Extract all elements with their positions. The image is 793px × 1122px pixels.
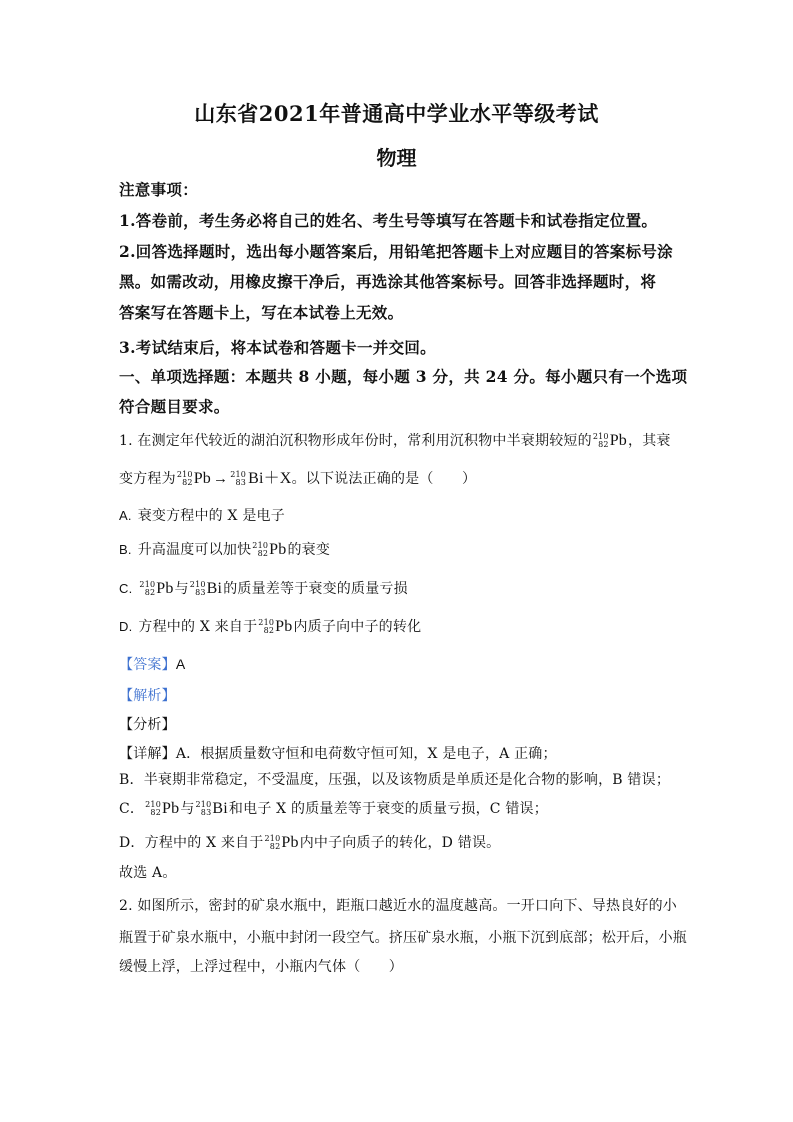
conclusion: 故选 A。: [119, 865, 177, 881]
subject-title: 物理: [376, 146, 417, 170]
pb-nuclide: 210 82 Pb: [252, 541, 287, 558]
fenxi-tag: 【分析】: [119, 717, 176, 733]
detail-line-a: 【详解】A．根据质量数守恒和电荷数守恒可知，X 是电子，A 正确；: [119, 746, 557, 762]
detail-line-b: B．半衰期非常稳定，不受温度，压强，以及该物质是单质还是化合物的影响，B 错误；: [119, 772, 671, 788]
bi-nuclide: 210 83 Bi: [195, 800, 228, 817]
detail-line-d: D．方程中的 X 来自于 210 82 Pb 内中子向质子的转化，D 错误。: [119, 834, 501, 851]
q2-stem-line-1: 2. 如图所示，密封的矿泉水瓶中，距瓶口越近水的温度越高。一开口向下、导热良好的小: [119, 898, 678, 914]
notice-item-3: 3.考试结束后，将本试卷和答题卡一并交回。: [119, 338, 436, 357]
notice-item-2a: 2.回答选择题时，选出每小题答案后，用铅笔把答题卡上对应题目的答案标号涂: [119, 242, 673, 261]
q1-option-b[interactable]: B. 升高温度可以加快 210 82 Pb 的衰变: [119, 541, 331, 558]
pb-nuclide: 210 82 Pb: [176, 470, 211, 487]
page-title: 山东省2021年普通高中学业水平等级考试: [194, 101, 599, 126]
analysis-tag: 【解析】: [119, 688, 176, 704]
notice-item-2b: 黑。如需改动，用橡皮擦干净后，再选涂其他答案标号。回答非选择题时，将: [119, 272, 657, 291]
reaction-arrow-icon: →: [213, 471, 229, 487]
pb-nuclide: 210 82 Pb: [264, 834, 299, 851]
answer-line: [119, 655, 185, 674]
detail-line-c: C． 210 82 Pb 与 210 83 Bi 和电子 X 的质量差等于衰变的质量亏损，C 错误；: [119, 800, 548, 817]
notice-item-1: 1.答卷前，考生务必将自己的姓名、考生号等填写在答题卡和试卷指定位置。: [119, 211, 658, 230]
answer-tag: 【答案】: [119, 657, 176, 673]
section-heading-a: 一、单项选择题：本题共 8 小题，每小题 3 分，共 24 分。每小题只有一个选项: [119, 367, 688, 386]
q1-option-a[interactable]: A. 衰变方程中的 X 是电子: [119, 508, 285, 524]
pb-nuclide: 210 82 Pb: [139, 580, 174, 597]
q2-stem-line-2: 瓶置于矿泉水瓶中，小瓶中封闭一段空气。挤压矿泉水瓶，小瓶下沉到底部；松开后，小瓶: [119, 930, 687, 946]
answer-value: A: [175, 656, 186, 672]
pb-nuclide: 210 82 Pb: [145, 800, 180, 817]
q1-option-c[interactable]: C. 210 82 Pb 与 210 83 Bi 的质量差等于衰变的质量亏损: [119, 580, 408, 597]
pb-nuclide: 210 82 Pb: [592, 432, 627, 449]
pb-nuclide: 210 82 Pb: [258, 618, 293, 635]
section-heading-b: 符合题目要求。: [119, 397, 230, 416]
q1-stem-line-2: 变方程为 210 82 Pb → 210 83 Bi＋X。以下说法正确的是（ ）: [119, 470, 477, 487]
q1-stem-text: 1. 在测定年代较近的湖泊沉积物形成年份时，常利用沉积物中半衰期较短的: [119, 433, 592, 449]
notice-heading: 注意事项：: [119, 180, 199, 199]
q1-option-d[interactable]: D. 方程中的 X 来自于 210 82 Pb 内质子向中子的转化: [119, 618, 422, 635]
notice-item-2c: 答案写在答题卡上，写在本试卷上无效。: [119, 303, 404, 322]
bi-mass-numbers: 210 83: [230, 470, 247, 487]
bi-nuclide: 210 83 Bi: [189, 580, 223, 597]
q2-stem-line-3: 缓慢上浮，上浮过程中，小瓶内气体（ ）: [119, 959, 403, 975]
q1-stem-line-1: 1. 在测定年代较近的湖泊沉积物形成年份时，常利用沉积物中半衰期较短的 210 82 Pb ，其衰: [119, 432, 671, 449]
